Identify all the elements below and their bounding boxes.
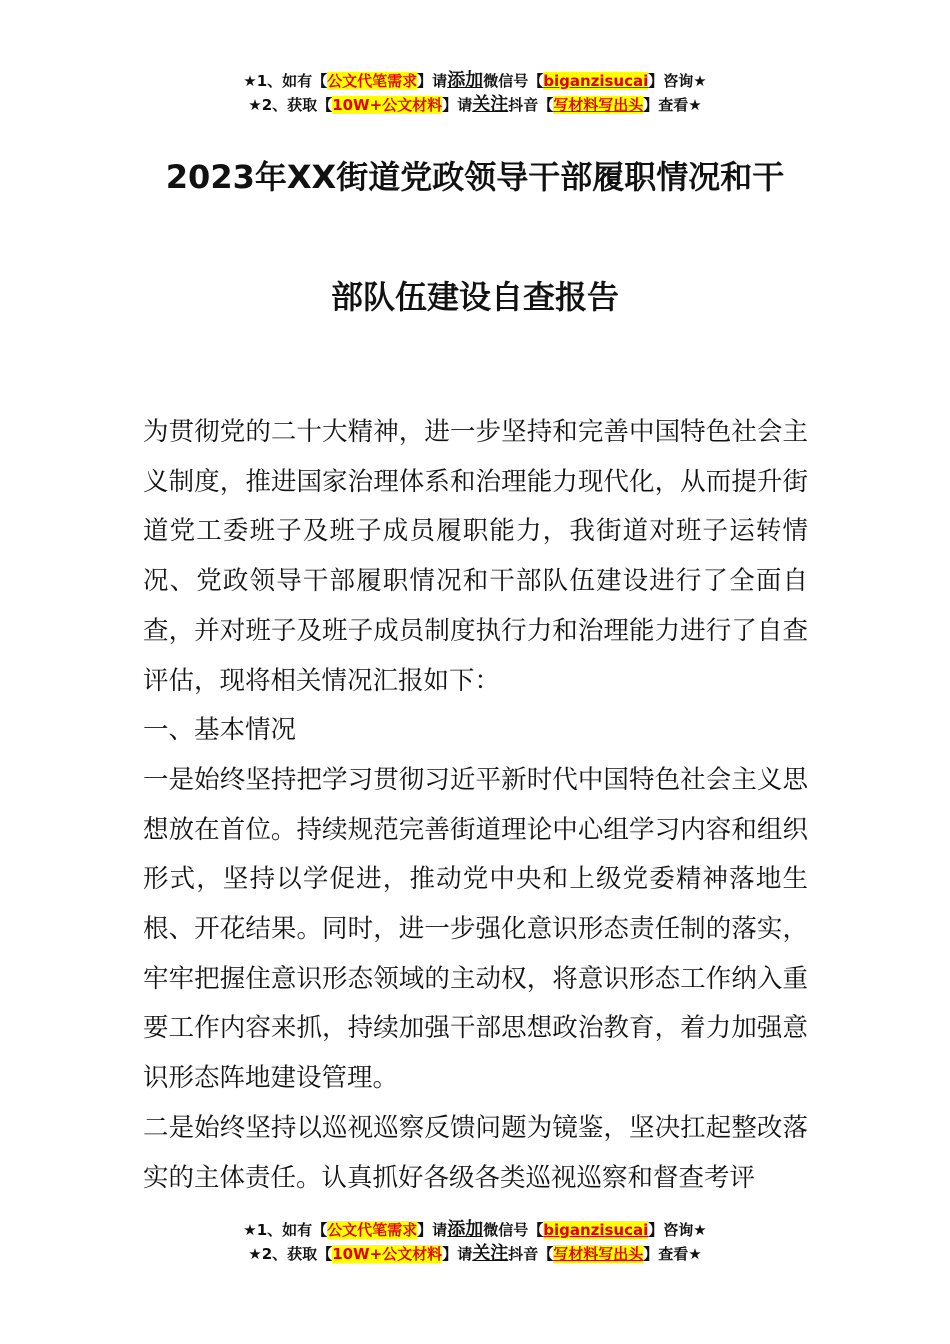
promo-line-1: ★1、如有【公文代笔需求】请添加微信号【biganzisucai】咨询★: [243, 1219, 707, 1240]
title-line-2: 部队伍建设自查报告: [330, 278, 619, 316]
paragraph: 一是始终坚持把学习贯彻习近平新时代中国特色社会主义思想放在首位。持续规范完善街道理论中心组学习内容和组织形式，坚持以学促进，推动党中央和上级党委精神落地生根、开花结果。同时，进一步强化意识形态责任制的落实，牢牢把握住意识形态领域的主动权，将意识形态工作纳入重要工作内容来抓，持续加强干部思想政治教育，着力加强意识形态阵地建设管理。: [143, 764, 808, 1094]
title-line-1: 2023年XX街道党政领导干部履职情况和干: [165, 158, 785, 196]
promo-footer: [0, 1218, 950, 1266]
paragraph: 二是始终坚持以巡视巡察反馈问题为镜鉴，坚决扛起整改落实的主体责任。认真抓好各级各类巡视巡察和督查考评: [143, 1112, 808, 1193]
paragraph: 为贯彻党的二十大精神，进一步坚持和完善中国特色社会主义制度，推进国家治理体系和治理能力现代化，从而提升街道党工委班子及班子成员履职能力，我街道对班子运转情况、党政领导干部履职情况和干部队伍建设进行了全面自查，并对班子及班子成员制度执行力和治理能力进行了自查评估，现将相关情况汇报如下：: [143, 417, 808, 696]
document-body: [143, 408, 808, 1203]
section-heading: 一、基本情况: [143, 715, 297, 746]
promo-line-1: ★1、如有【公文代笔需求】请添加微信号【biganzisucai】咨询★: [243, 70, 707, 91]
promo-line-2: ★2、获取【10W+公文材料】请关注抖音【写材料写出头】查看★: [248, 1243, 702, 1264]
promo-line-2: ★2、获取【10W+公文材料】请关注抖音【写材料写出头】查看★: [248, 94, 702, 115]
promo-header: [0, 69, 950, 117]
